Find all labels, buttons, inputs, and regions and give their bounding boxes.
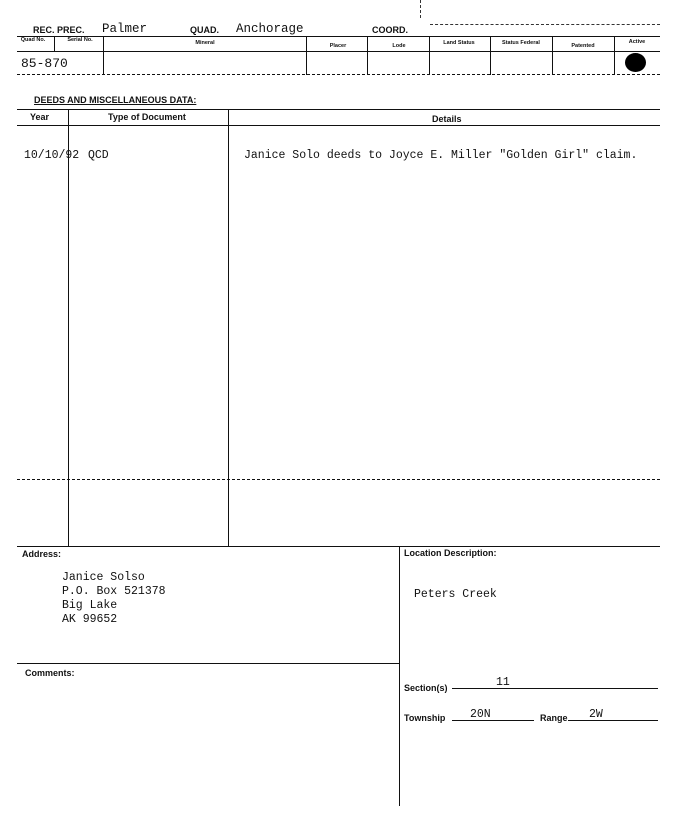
location-label: Location Description:	[404, 548, 497, 558]
details-column-header: Details	[432, 114, 462, 124]
address-line-3: Big Lake	[62, 599, 118, 612]
sep-serial-mineral	[103, 37, 104, 75]
year-type-divider	[68, 110, 69, 546]
section-label: Section(s)	[404, 683, 448, 693]
sep-patented-active	[614, 37, 615, 75]
township-line	[452, 720, 534, 721]
column-header-rule	[17, 51, 660, 52]
comments-label: Comments:	[25, 668, 75, 678]
header-rule	[17, 36, 660, 37]
range-value: 2W	[589, 708, 603, 721]
active-header: Active	[628, 39, 646, 45]
bottom-divider	[399, 546, 400, 806]
address-line-2: P.O. Box 521378	[62, 585, 166, 598]
address-bottom-rule	[17, 663, 399, 664]
deeds-top-rule	[17, 109, 660, 110]
deeds-lower-rule	[17, 479, 660, 480]
lode-header: Lode	[392, 43, 406, 49]
record-row-rule	[17, 74, 660, 75]
quad-no-header: Quad No.	[20, 37, 46, 43]
coord-label: COORD.	[372, 25, 408, 35]
status-federal-header: Status Federal	[502, 40, 540, 46]
sep-land-federal	[490, 37, 491, 75]
sep-placer-lode	[367, 37, 368, 75]
sep-federal-patented	[552, 37, 553, 75]
mineral-header: Mineral	[195, 40, 215, 46]
patented-header: Patented	[571, 43, 595, 49]
serial-no-header: Serial No.	[67, 37, 93, 43]
quad-label: QUAD.	[190, 25, 219, 35]
sep-lode-land	[429, 37, 430, 75]
land-status-header: Land Status	[443, 40, 475, 46]
rec-prec-label: REC. PREC.	[33, 25, 85, 35]
coord-line	[430, 24, 660, 25]
location-value: Peters Creek	[414, 588, 497, 601]
type-column-header: Type of Document	[108, 112, 186, 122]
township-label: Township	[404, 713, 446, 723]
section-value: 11	[496, 676, 510, 689]
sep-quad-serial	[54, 37, 55, 51]
address-line-4: AK 99652	[62, 613, 118, 626]
type-details-divider	[228, 110, 229, 546]
section-line	[452, 688, 658, 689]
deeds-section-title: DEEDS AND MISCELLANEOUS DATA:	[34, 95, 197, 105]
placer-header: Placer	[329, 43, 347, 49]
rec-prec-value: Palmer	[102, 22, 148, 36]
township-value: 20N	[470, 708, 491, 721]
address-label: Address:	[22, 549, 62, 559]
range-label: Range	[540, 713, 568, 723]
address-line-1: Janice Solso	[62, 571, 145, 584]
sep-mineral-placer	[306, 37, 307, 75]
deeds-bottom-rule	[17, 546, 660, 547]
quad-value: Anchorage	[236, 22, 304, 36]
range-line	[568, 720, 658, 721]
deed-year: 10/10/92	[24, 149, 80, 162]
deed-type: QCD	[88, 149, 109, 162]
year-column-header: Year	[30, 112, 50, 122]
active-dot	[625, 53, 646, 72]
deeds-header-rule	[17, 125, 660, 126]
deed-details: Janice Solo deeds to Joyce E. Miller "Golden Girl" claim.	[244, 149, 638, 162]
fold-mark-top	[420, 0, 421, 18]
record-number: 85-870	[21, 56, 68, 71]
